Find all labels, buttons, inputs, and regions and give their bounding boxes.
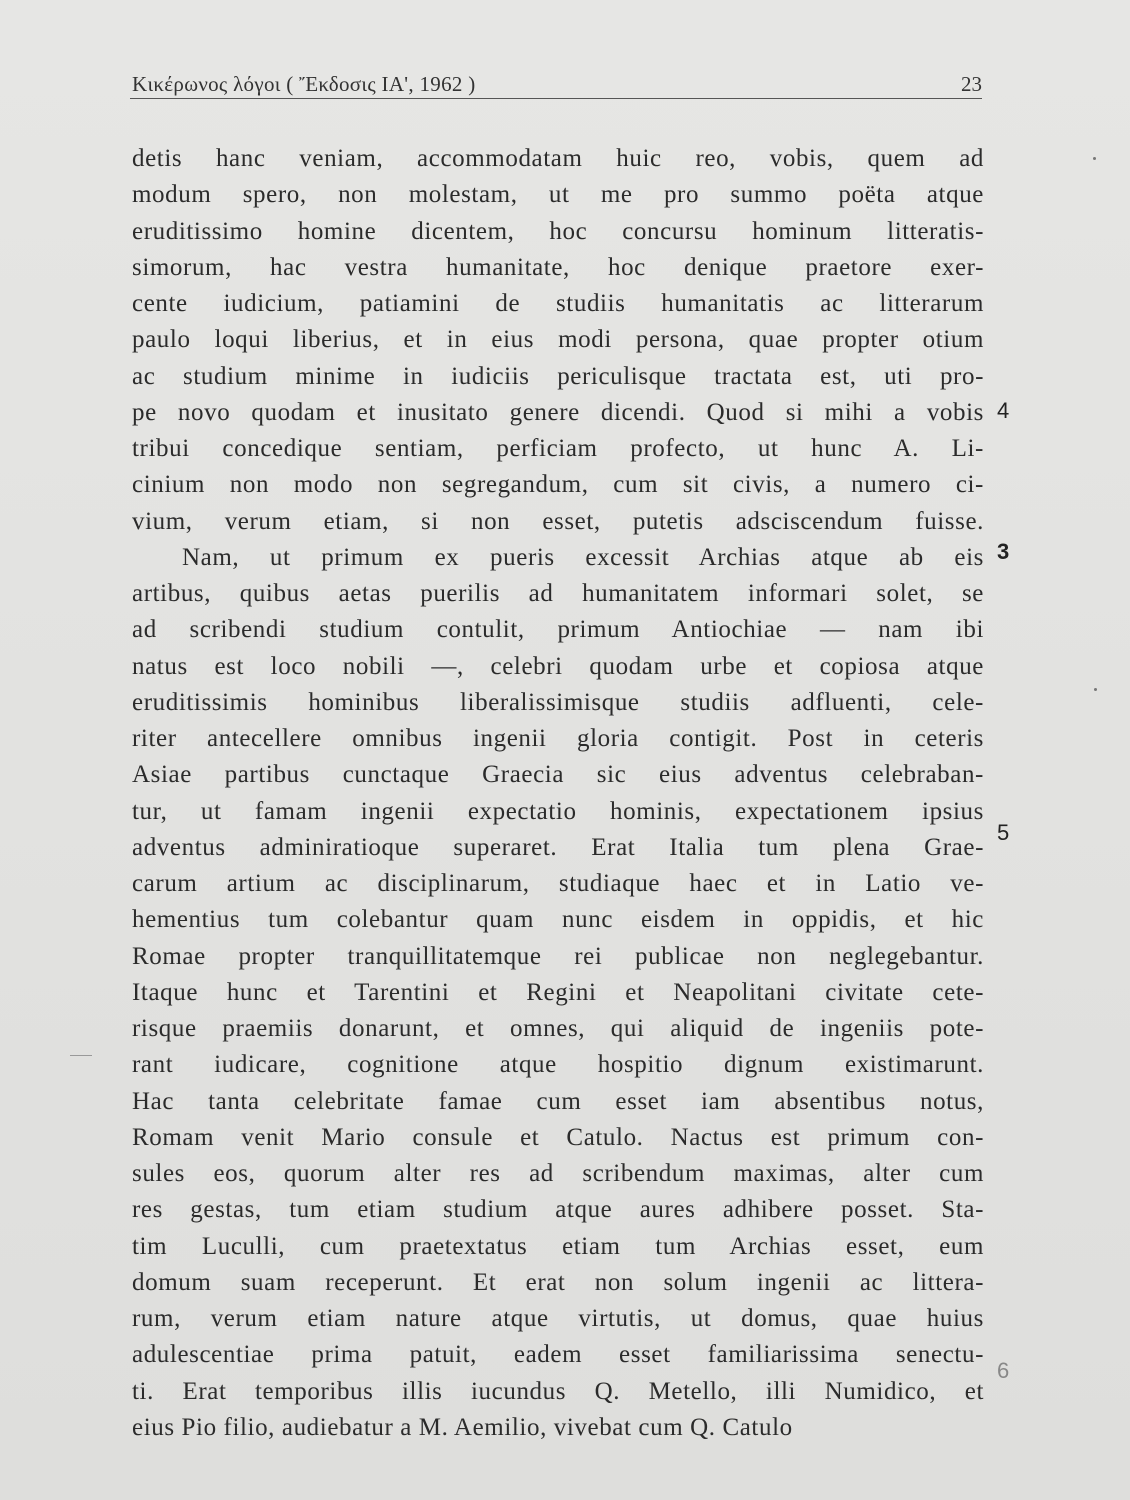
print-speck bbox=[1093, 157, 1096, 160]
text-line: eruditissimis hominibus liberalissimisque studiis adfluenti, cele- bbox=[132, 688, 984, 716]
text-line: ad scribendi studium contulit, primum Antiochiae — nam ibi bbox=[132, 616, 984, 644]
text-line: Hac tanta celebritate famae cum esset iam absentibus notus, bbox=[132, 1087, 984, 1115]
text-line: sules eos, quorum alter res ad scribendum maximas, alter cum bbox=[132, 1160, 984, 1187]
text-line: ac studium minime in iudiciis periculisque tractata est, uti pro- bbox=[132, 362, 984, 390]
section-number: 4 bbox=[997, 398, 1010, 423]
text-line: artibus, quibus aetas puerilis ad humanitatem informari solet, se bbox=[132, 580, 984, 607]
section-number: 6 bbox=[997, 1358, 1010, 1383]
text-line: tur, ut famam ingenii expectatio hominis, expectationem ipsius bbox=[132, 797, 984, 825]
text-line: tim Luculli, cum praetextatus etiam tum Archias esset, eum bbox=[132, 1232, 984, 1260]
text-line: Romam venit Mario consule et Catulo. Nactus est primum con- bbox=[132, 1123, 984, 1151]
body-text bbox=[132, 141, 984, 1446]
text-line: Romae propter tranquillitatemque rei publicae non neglegebantur. bbox=[132, 942, 984, 970]
text-line: rum, verum etiam nature atque virtutis, ut domus, quae huius bbox=[132, 1305, 984, 1332]
text-line: res gestas, tum etiam studium atque aures adhibere posset. Sta- bbox=[132, 1196, 984, 1224]
text-line: riter antecellere omnibus ingenii gloria contigit. Post in ceteris bbox=[132, 725, 984, 752]
text-line: cente iudicium, patiamini de studiis humanitatis ac litterarum bbox=[132, 290, 984, 317]
text-line: eius Pio filio, audiebatur a M. Aemilio, vivebat cum Q. Catulo bbox=[132, 1413, 793, 1441]
text-line: ti. Erat temporibus illis iucundus Q. Metello, illi Numidico, et bbox=[132, 1377, 984, 1405]
text-line: eruditissimo homine dicentem, hoc concursu hominum litteratis- bbox=[132, 217, 984, 245]
print-speck bbox=[1094, 688, 1097, 691]
text-line: tribui concedique sentiam, perficiam profecto, ut hunc A. Li- bbox=[132, 435, 984, 462]
text-line: domum suam receperunt. Et erat non solum ingenii ac littera- bbox=[132, 1268, 984, 1296]
text-line: pe novo quodam et inusitato genere dicendi. Quod si mihi a vobis bbox=[132, 398, 984, 426]
text-line: carum artium ac disciplinarum, studiaque haec et in Latio ve- bbox=[132, 870, 984, 897]
text-line: Nam, ut primum ex pueris excessit Archias atque ab eis bbox=[182, 543, 984, 571]
text-line: simorum, hac vestra humanitate, hoc denique praetore exer- bbox=[132, 253, 984, 281]
text-line: Itaque hunc et Tarentini et Regini et Neapolitani civitate cete- bbox=[132, 978, 984, 1006]
text-line: vium, verum etiam, si non esset, putetis adsciscendum fuisse. bbox=[132, 507, 984, 535]
section-number: 3 bbox=[997, 539, 1010, 564]
running-header bbox=[130, 70, 982, 99]
text-line: cinium non modo non segregandum, cum sit civis, a numero ci- bbox=[132, 471, 984, 499]
text-line: paulo loqui liberius, et in eius modi persona, quae propter otium bbox=[132, 326, 984, 354]
text-line: rant iudicare, cognitione atque hospitio dignum existimarunt. bbox=[132, 1051, 984, 1079]
text-line: hementius tum colebantur quam nunc eisdem in oppidis, et hic bbox=[132, 906, 984, 934]
running-title: Κικέρωνος λόγοι ( Ἔκδοσις ΙΑ', 1962 ) bbox=[132, 72, 476, 96]
text-line: detis hanc veniam, accommodatam huic reo, vobis, quem ad bbox=[132, 145, 984, 172]
text-line: natus est loco nobili —, celebri quodam urbe et copiosa atque bbox=[132, 652, 984, 680]
text-line: adulescentiae prima patuit, eadem esset familiarissima senectu- bbox=[132, 1341, 984, 1369]
margin-mark bbox=[70, 1055, 92, 1056]
text-line: Asiae partibus cunctaque Graecia sic eius adventus celebraban- bbox=[132, 761, 984, 789]
page-number: 23 bbox=[961, 72, 982, 96]
section-number: 5 bbox=[997, 820, 1010, 845]
text-line: adventus adminiratioque superaret. Erat Italia tum plena Grae- bbox=[132, 833, 984, 861]
text-line: risque praemiis donarunt, et omnes, qui aliquid de ingeniis pote- bbox=[132, 1015, 984, 1042]
text-line: modum spero, non molestam, ut me pro summo poëta atque bbox=[132, 181, 984, 209]
